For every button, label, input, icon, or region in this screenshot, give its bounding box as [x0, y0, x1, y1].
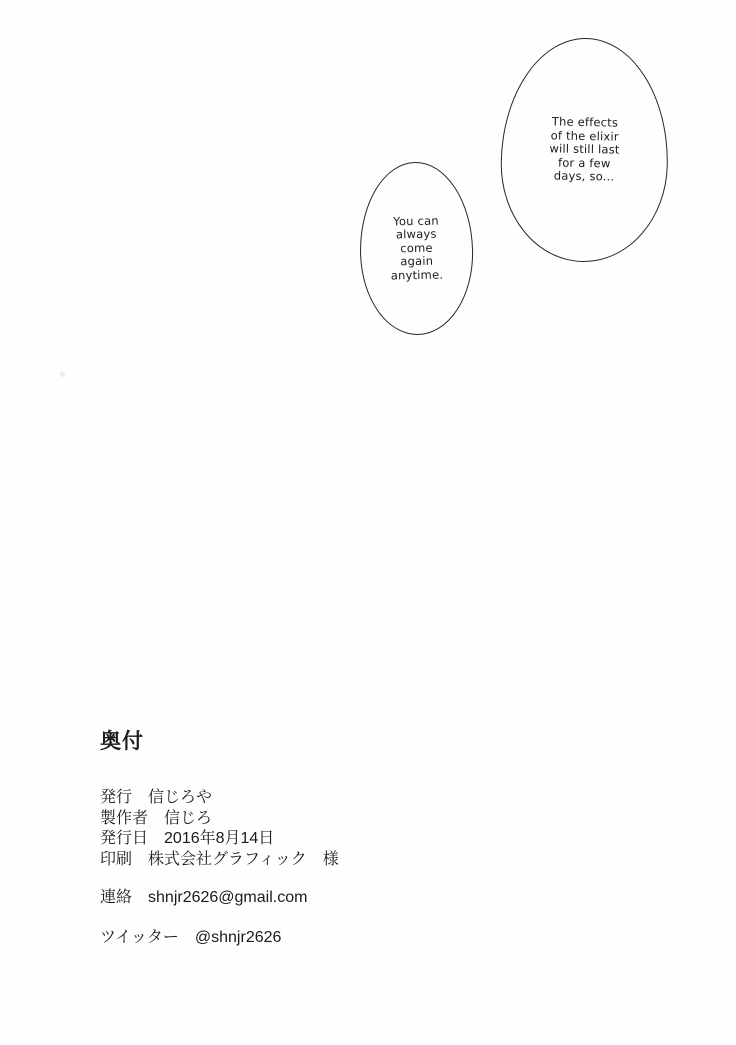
entry-label: 発行 [100, 789, 133, 806]
entry-value: 信じろ [164, 809, 213, 827]
bubble-line: always [395, 226, 437, 242]
bubble-line: anytime. [390, 267, 444, 283]
bubble-line: days, so... [553, 168, 615, 184]
scan-speck [60, 372, 65, 377]
colophon-entry-twitter [100, 928, 339, 949]
bubble-line: You can [393, 213, 439, 229]
entry-value: @shnjr2626 [194, 928, 282, 946]
colophon-entry-creator [100, 809, 339, 830]
colophon-entry-publish-date [100, 829, 339, 850]
speech-bubble-small-text [390, 214, 444, 282]
entry-label: 製作者 [100, 809, 149, 827]
entry-value: 2016年8月14日 [164, 830, 275, 847]
bubble-line: will still last [549, 141, 620, 157]
bubble-line: again [400, 253, 434, 269]
colophon-entries [100, 788, 339, 948]
bubble-line: The effects [551, 114, 619, 130]
colophon-heading: 奥付 [100, 730, 144, 753]
entry-label: 連絡 [100, 889, 133, 906]
bubble-line: come [400, 240, 433, 256]
speech-bubble-small [358, 161, 474, 336]
entry-value: 株式会社グラフィック 様 [148, 850, 339, 868]
colophon-entry-publisher [100, 788, 339, 809]
entry-value: 信じろや [148, 789, 213, 806]
colophon-entry-printer [100, 850, 339, 871]
bubble-line: for a few [557, 155, 611, 171]
colophon-entry-contact-email [100, 888, 339, 909]
entry-label: 発行日 [100, 830, 149, 847]
entry-label: ツイッター [100, 928, 179, 946]
speech-bubble-large-text [549, 116, 620, 185]
bubble-line: of the elixir [550, 128, 619, 144]
colophon-block [100, 730, 339, 948]
entry-value: shnjr2626@gmail.com [148, 889, 308, 906]
speech-bubble-large [499, 37, 670, 264]
entry-label: 印刷 [100, 850, 133, 868]
